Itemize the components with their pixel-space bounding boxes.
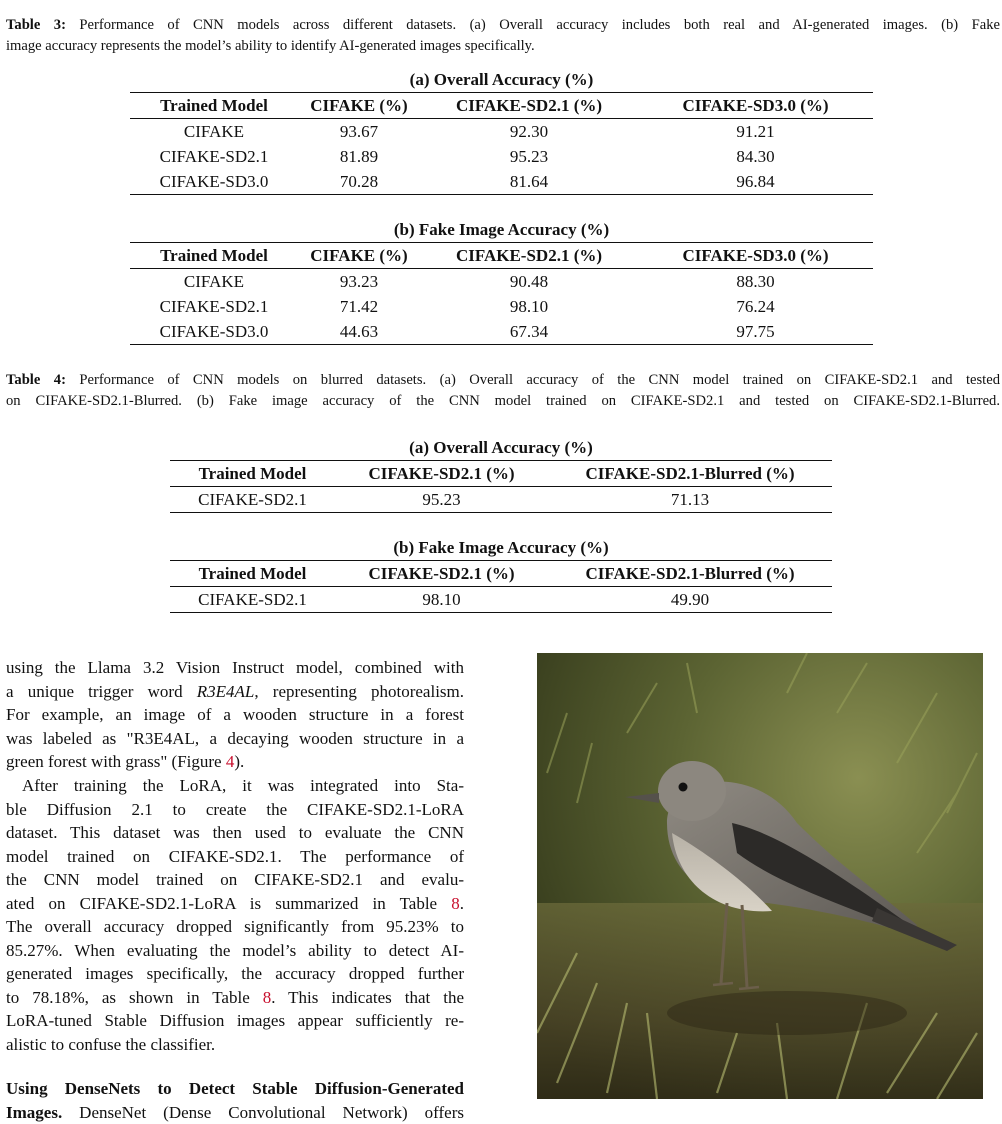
text-line: alistic to confuse the classifier. bbox=[6, 1033, 464, 1057]
table4a-title: (a) Overall Accuracy (%) bbox=[170, 436, 832, 460]
bird-photo bbox=[537, 653, 983, 1099]
table-row bbox=[170, 587, 832, 613]
table-cell: 88.30 bbox=[638, 269, 873, 295]
table-cell: 92.30 bbox=[420, 119, 638, 145]
section-heading-line bbox=[6, 1077, 464, 1101]
table-cell: 96.84 bbox=[638, 169, 873, 195]
table3b bbox=[130, 218, 873, 345]
text-span: ated on CIFAKE-SD2.1-LoRA is summarized in Table bbox=[6, 894, 451, 913]
table4b bbox=[170, 536, 832, 613]
text-span: DenseNet (Dense Convolutional Network) offers bbox=[62, 1103, 464, 1122]
table-cell: 44.63 bbox=[298, 319, 420, 345]
table-reference-link[interactable]: 8 bbox=[263, 988, 272, 1007]
section-heading: Using DenseNets to Detect Stable Diffusion-Generated bbox=[6, 1079, 464, 1098]
table4b-header-blurred: CIFAKE-SD2.1-Blurred (%) bbox=[548, 561, 832, 587]
text-line bbox=[6, 680, 464, 704]
table4a bbox=[170, 436, 832, 513]
table-cell: CIFAKE bbox=[130, 269, 298, 295]
table3a-header-cifake: CIFAKE (%) bbox=[298, 93, 420, 119]
text-line: the CNN model trained on CIFAKE-SD2.1 and evalu- bbox=[6, 868, 464, 892]
table-cell: CIFAKE-SD2.1 bbox=[170, 587, 335, 613]
table3a-title: (a) Overall Accuracy (%) bbox=[130, 68, 873, 92]
table-row bbox=[130, 144, 873, 169]
table-row bbox=[130, 319, 873, 345]
text-span: to 78.18%, as shown in Table bbox=[6, 988, 263, 1007]
table-cell: 67.34 bbox=[420, 319, 638, 345]
table3a-header-sd30: CIFAKE-SD3.0 (%) bbox=[638, 93, 873, 119]
table4a-header-blurred: CIFAKE-SD2.1-Blurred (%) bbox=[548, 461, 832, 487]
table4-caption-text-2: on CIFAKE-SD2.1-Blurred. (b) Fake image accuracy of the CNN model trained on CIFAKE-SD2.1 and tested on CIFAKE-SD2.1-Blurred. bbox=[6, 391, 1000, 412]
table4b-header-row bbox=[170, 561, 832, 587]
table-cell: 76.24 bbox=[638, 294, 873, 319]
table-reference-link[interactable]: 8 bbox=[451, 894, 460, 913]
body-paragraph-2 bbox=[6, 774, 464, 1056]
table-cell: 84.30 bbox=[638, 144, 873, 169]
table3-caption bbox=[6, 15, 1000, 57]
table3-caption-label: Table 3: bbox=[6, 17, 66, 33]
body-paragraph-3 bbox=[6, 1077, 464, 1124]
text-line: 85.27%. When evaluating the model’s ability to detect AI- bbox=[6, 939, 464, 963]
table-cell: 81.89 bbox=[298, 144, 420, 169]
table4a-header-model: Trained Model bbox=[170, 461, 335, 487]
table-cell: 90.48 bbox=[420, 269, 638, 295]
table-cell: 49.90 bbox=[548, 587, 832, 613]
text-line: dataset. This dataset was then used to evaluate the CNN bbox=[6, 821, 464, 845]
text-span: a unique trigger word bbox=[6, 682, 197, 701]
table3b-header-sd21: CIFAKE-SD2.1 (%) bbox=[420, 243, 638, 269]
table-cell: 70.28 bbox=[298, 169, 420, 195]
text-line: The overall accuracy dropped significantly from 95.23% to bbox=[6, 915, 464, 939]
table-cell: 95.23 bbox=[420, 144, 638, 169]
table-row bbox=[130, 169, 873, 195]
table3b-header-cifake: CIFAKE (%) bbox=[298, 243, 420, 269]
text-line: After training the LoRA, it was integrated into Sta- bbox=[6, 774, 464, 798]
section-heading: Images. bbox=[6, 1103, 62, 1122]
table-cell: 98.10 bbox=[335, 587, 548, 613]
text-line: ble Diffusion 2.1 to create the CIFAKE-SD2.1-LoRA bbox=[6, 798, 464, 822]
text-line: LoRA-tuned Stable Diffusion images appear sufficiently re- bbox=[6, 1009, 464, 1033]
text-line bbox=[6, 892, 464, 916]
body-paragraph-1 bbox=[6, 656, 464, 774]
table-row bbox=[130, 119, 873, 145]
table4b-header-model: Trained Model bbox=[170, 561, 335, 587]
text-line bbox=[6, 986, 464, 1010]
text-span: , representing photorealism. bbox=[254, 682, 464, 701]
text-span: . bbox=[460, 894, 464, 913]
table-row bbox=[170, 487, 832, 513]
table-row bbox=[130, 294, 873, 319]
trigger-word: R3E4AL bbox=[197, 682, 255, 701]
figure-reference-link[interactable]: 4 bbox=[226, 752, 235, 771]
table-row bbox=[130, 269, 873, 295]
table-cell: CIFAKE-SD2.1 bbox=[130, 144, 298, 169]
table4-caption-text-1: Performance of CNN models on blurred datasets. (a) Overall accuracy of the CNN model trained on CIFAKE-SD2.1 and tested bbox=[66, 372, 1000, 388]
table4b-title: (b) Fake Image Accuracy (%) bbox=[170, 536, 832, 560]
table3-caption-text-2: image accuracy represents the model’s ability to identify AI-generated images specifically. bbox=[6, 36, 1000, 57]
table3b-title: (b) Fake Image Accuracy (%) bbox=[130, 218, 873, 242]
table4-caption-label: Table 4: bbox=[6, 372, 66, 388]
table-cell: 93.67 bbox=[298, 119, 420, 145]
table-cell: 81.64 bbox=[420, 169, 638, 195]
table4a-header-sd21: CIFAKE-SD2.1 (%) bbox=[335, 461, 548, 487]
table4-caption bbox=[6, 370, 1000, 412]
text-span: green forest with grass" (Figure bbox=[6, 752, 226, 771]
text-line: For example, an image of a wooden structure in a forest bbox=[6, 703, 464, 727]
table-cell: CIFAKE bbox=[130, 119, 298, 145]
text-line: using the Llama 3.2 Vision Instruct model, combined with bbox=[6, 656, 464, 680]
text-line bbox=[6, 750, 464, 774]
text-line bbox=[6, 1101, 464, 1124]
table3b-header-sd30: CIFAKE-SD3.0 (%) bbox=[638, 243, 873, 269]
text-span: ). bbox=[234, 752, 244, 771]
table4b-header-sd21: CIFAKE-SD2.1 (%) bbox=[335, 561, 548, 587]
table-cell: 71.42 bbox=[298, 294, 420, 319]
table-cell: 71.13 bbox=[548, 487, 832, 513]
text-line: model trained on CIFAKE-SD2.1. The performance of bbox=[6, 845, 464, 869]
table-cell: CIFAKE-SD2.1 bbox=[130, 294, 298, 319]
table-cell: CIFAKE-SD3.0 bbox=[130, 169, 298, 195]
table3-caption-text-1: Performance of CNN models across different datasets. (a) Overall accuracy includes both real and AI-generated images. (b) Fake bbox=[66, 17, 1000, 33]
table-cell: CIFAKE-SD3.0 bbox=[130, 319, 298, 345]
table3a-header-model: Trained Model bbox=[130, 93, 298, 119]
table3b-header-model: Trained Model bbox=[130, 243, 298, 269]
table3a bbox=[130, 68, 873, 195]
table3a-header-row bbox=[130, 93, 873, 119]
table3a-header-sd21: CIFAKE-SD2.1 (%) bbox=[420, 93, 638, 119]
table3b-header-row bbox=[130, 243, 873, 269]
table-cell: 93.23 bbox=[298, 269, 420, 295]
table4a-header-row bbox=[170, 461, 832, 487]
table-cell: 91.21 bbox=[638, 119, 873, 145]
text-span: . This indicates that the bbox=[271, 988, 464, 1007]
text-line: was labeled as "R3E4AL, a decaying wooden structure in a bbox=[6, 727, 464, 751]
table-cell: CIFAKE-SD2.1 bbox=[170, 487, 335, 513]
table-cell: 95.23 bbox=[335, 487, 548, 513]
table-cell: 97.75 bbox=[638, 319, 873, 345]
text-line: generated images specifically, the accuracy dropped further bbox=[6, 962, 464, 986]
table-cell: 98.10 bbox=[420, 294, 638, 319]
